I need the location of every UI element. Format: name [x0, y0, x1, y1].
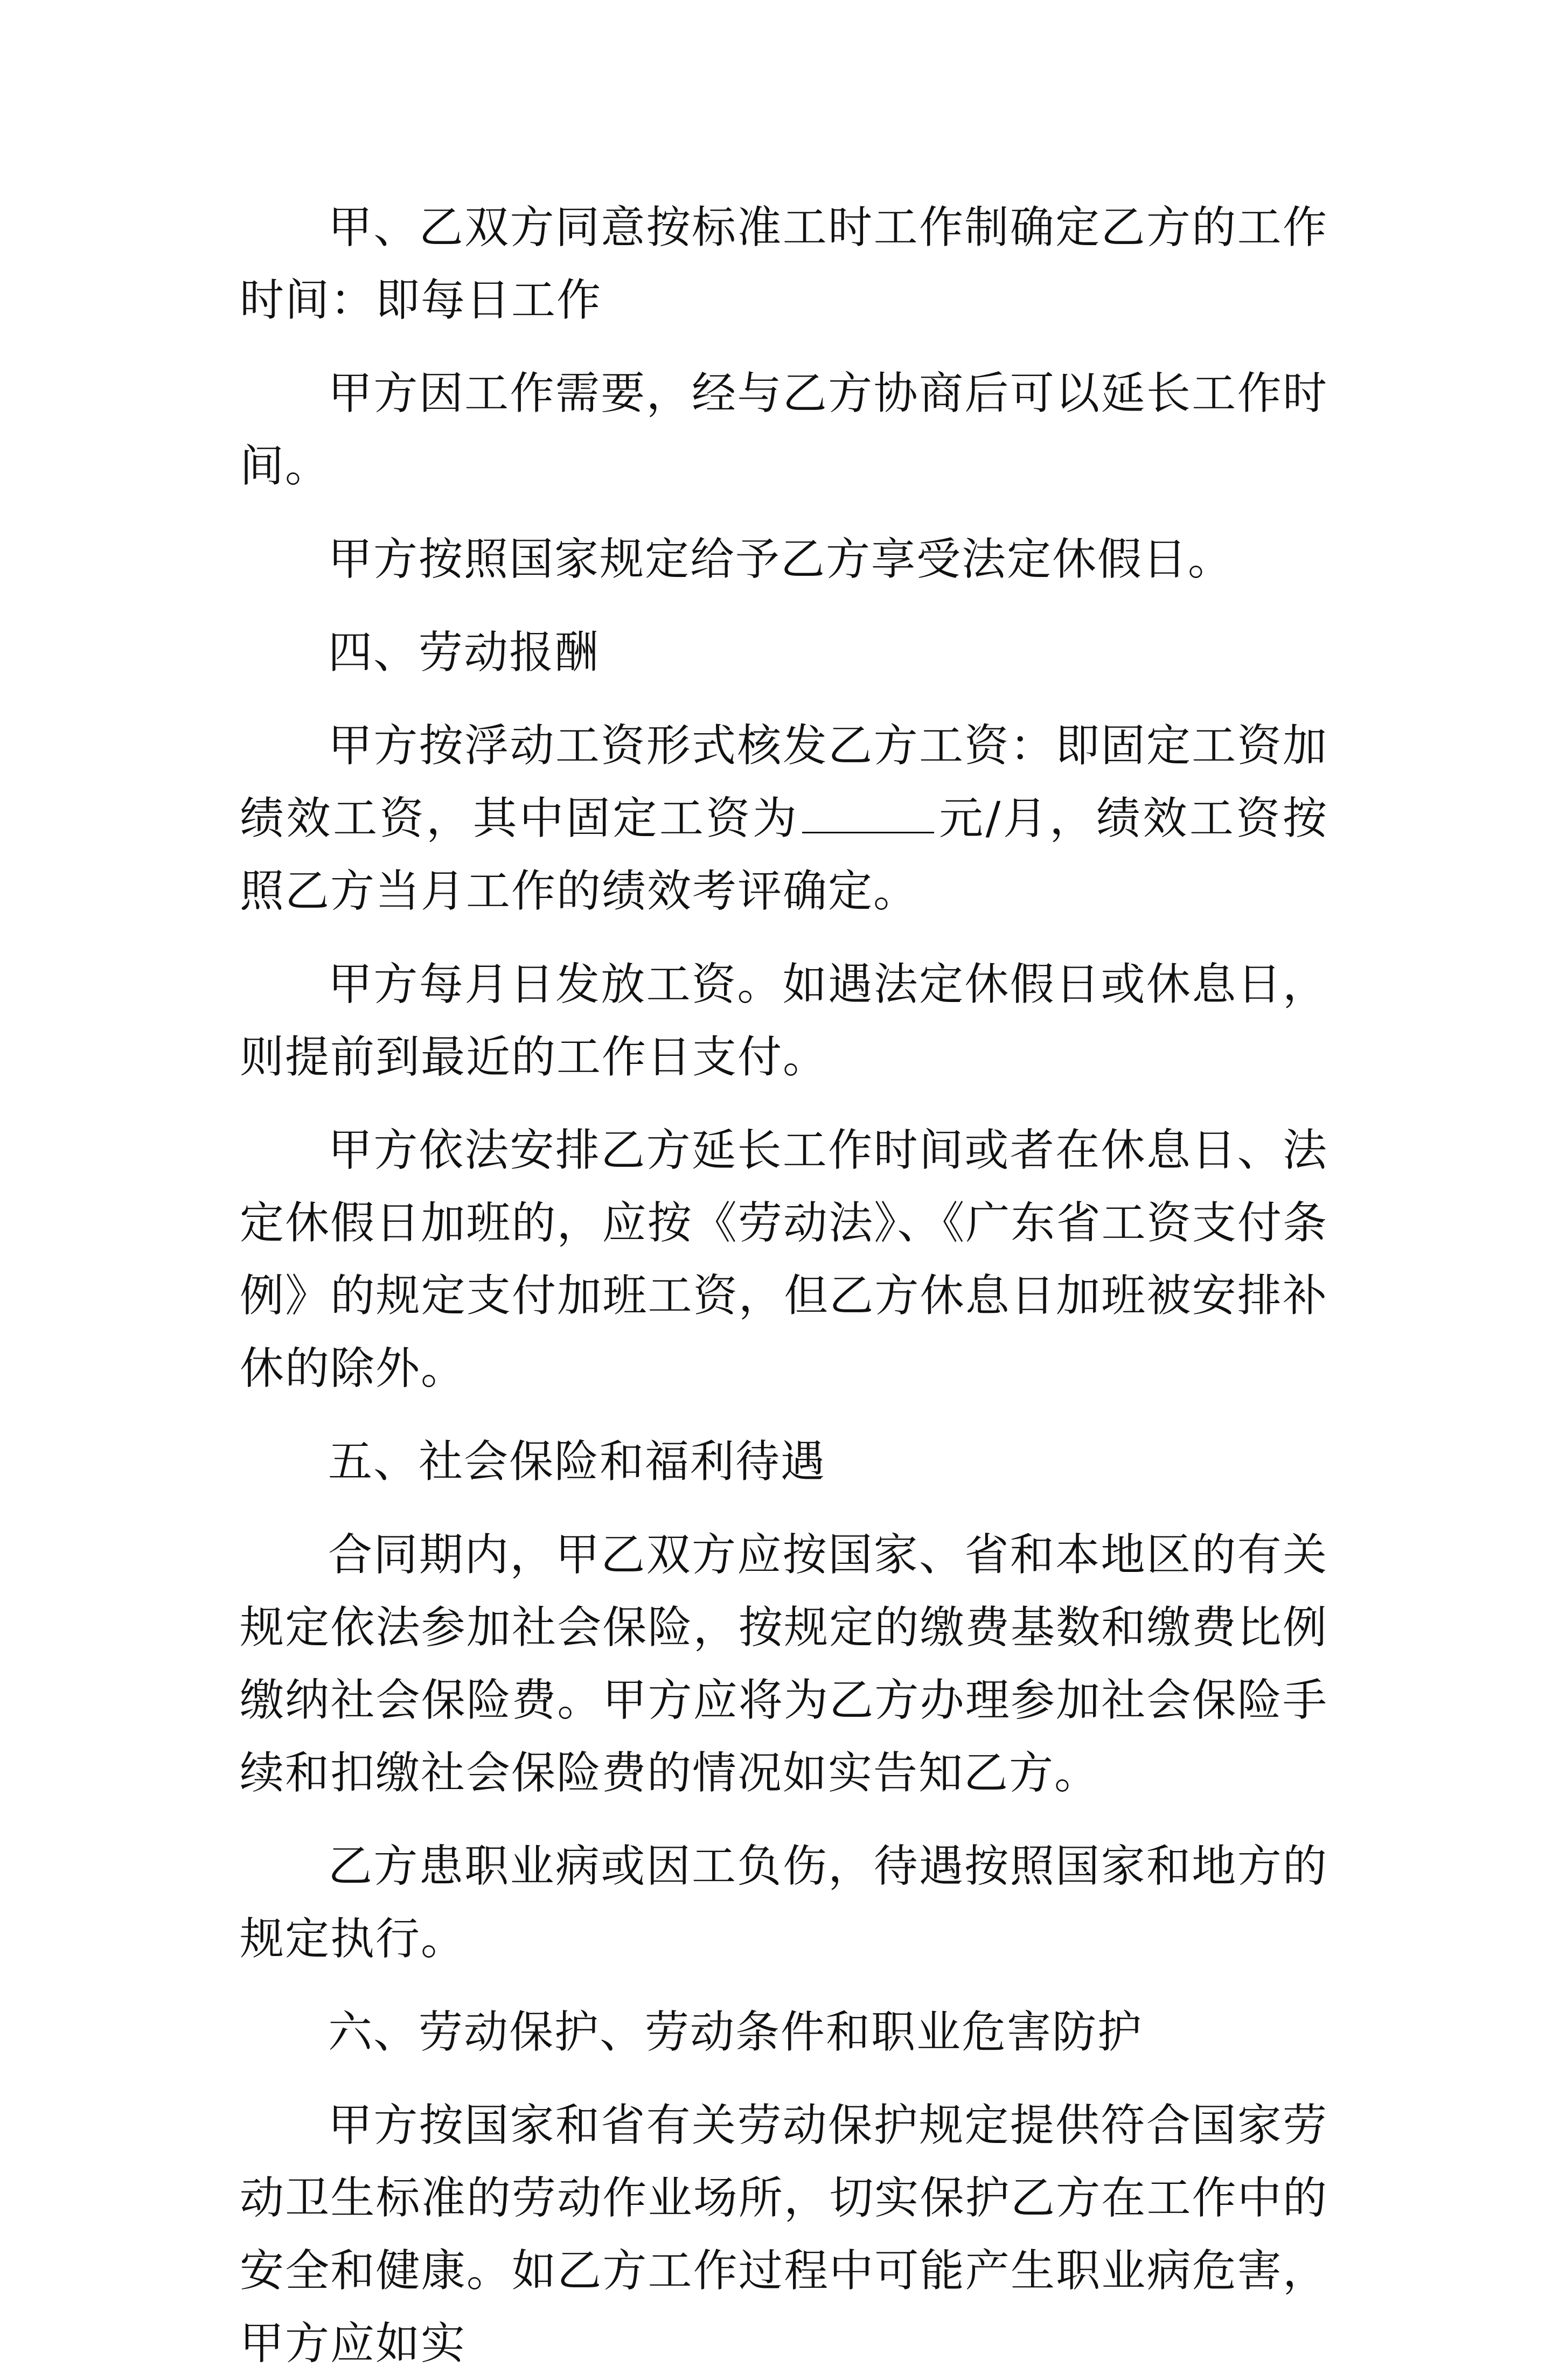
paragraph-social-insurance: 合同期内，甲乙双方应按国家、省和本地区的有关规定依法参加社会保险，按规定的缴费基数和缴费比例缴纳社会保险费。甲方应将为乙方办理参加社会保险手续和扣缴社会保险费的情况如实告知乙方。	[240, 1529, 1328, 1799]
paragraph-occupational-injury: 乙方患职业病或因工负伤，待遇按照国家和地方的规定执行。	[240, 1841, 1328, 1965]
paragraph-pay-day: 甲方每月日发放工资。如遇法定休假日或休息日，则提前到最近的工作日支付。	[240, 959, 1328, 1083]
paragraph-legal-holidays: 甲方按照国家规定给予乙方享受法定休假日。	[328, 534, 1234, 585]
fixed-salary-blank-field	[802, 794, 934, 833]
section-heading-remuneration: 四、劳动报酬	[328, 627, 600, 678]
paragraph-overtime-pay: 甲方依法安排乙方延长工作时间或者在休息日、法定休假日加班的，应按《劳动法》、《广东省工资支付条例》的规定支付加班工资，但乙方休息日加班被安排补休的除外。	[240, 1125, 1328, 1394]
section-heading-social-insurance: 五、社会保险和福利待遇	[328, 1436, 826, 1487]
salary-text-after-blank: 元/月，绩效工资按照乙方当月工作的绩效考评确定。	[240, 793, 1328, 917]
document-body	[240, 191, 1328, 2380]
salary-text-before-blank: 甲方按浮动工资形式核发乙方工资：即固定工资加绩效工资，其中固定工资为	[240, 720, 1328, 844]
paragraph-overtime-extension: 甲方因工作需要，经与乙方协商后可以延长工作时间。	[240, 368, 1328, 492]
section-heading-labor-protection: 六、劳动保护、劳动条件和职业危害防护	[328, 2007, 1143, 2058]
paragraph-labor-protection: 甲方按国家和省有关劳动保护规定提供符合国家劳动卫生标准的劳动作业场所，切实保护乙方在工作中的安全和健康。如乙方工作过程中可能产生职业病危害，甲方应如实	[240, 2100, 1328, 2369]
paragraph-working-hours: 甲、乙双方同意按标准工时工作制确定乙方的工作时间：即每日工作	[240, 202, 1328, 326]
paragraph-salary-form	[240, 709, 1328, 928]
